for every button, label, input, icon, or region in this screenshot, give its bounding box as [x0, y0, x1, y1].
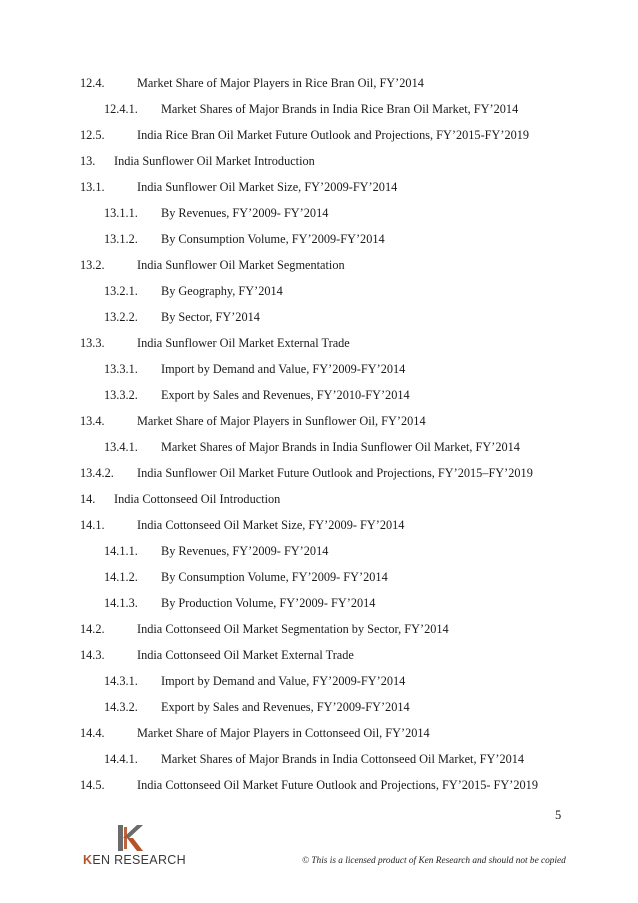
toc-title: India Cottonseed Oil Market Future Outlook and Projections, FY’2015- FY’2019 [137, 778, 538, 792]
toc-number: 13.4. [80, 414, 105, 428]
toc-title: Market Shares of Major Brands in India Sunflower Oil Market, FY’2014 [161, 440, 520, 454]
toc-number: 13.4.1. [104, 440, 138, 454]
toc-title: Market Share of Major Players in Cottonseed Oil, FY’2014 [137, 726, 430, 740]
toc-title: Import by Demand and Value, FY’2009-FY’2014 [161, 362, 406, 376]
toc-title: India Cottonseed Oil Market External Trade [137, 648, 354, 662]
toc-title: Market Share of Major Players in Rice Bran Oil, FY’2014 [137, 76, 424, 90]
toc-title: India Cottonseed Oil Market Size, FY’2009- FY’2014 [137, 518, 405, 532]
toc-number: 14.1.1. [104, 544, 138, 558]
toc-number: 13.3. [80, 336, 105, 350]
toc-number: 14.3.1. [104, 674, 138, 688]
toc-number: 13.1. [80, 180, 105, 194]
toc-title: India Sunflower Oil Market Introduction [114, 154, 315, 168]
toc-number: 13.2. [80, 258, 105, 272]
toc-title: India Rice Bran Oil Market Future Outlook and Projections, FY’2015-FY’2019 [137, 128, 530, 142]
toc-title: By Geography, FY’2014 [161, 284, 283, 298]
toc-title: India Cottonseed Oil Introduction [114, 492, 281, 506]
toc-title: By Production Volume, FY’2009- FY’2014 [161, 596, 376, 610]
copyright-notice: © This is a licensed product of Ken Research and should not be copied [302, 856, 566, 866]
toc-number: 14.1.2. [104, 570, 138, 584]
logo-wordmark-k: K [83, 853, 93, 867]
toc-title: By Consumption Volume, FY’2009- FY’2014 [161, 570, 388, 584]
toc-title: Market Shares of Major Brands in India Cottonseed Oil Market, FY’2014 [161, 752, 525, 766]
toc-number: 13.2.1. [104, 284, 138, 298]
toc-title: By Revenues, FY’2009- FY’2014 [161, 544, 329, 558]
toc-number: 13.3.2. [104, 388, 138, 402]
toc-number: 14.3. [80, 648, 105, 662]
toc-number: 12.4. [80, 76, 105, 90]
toc-title: Export by Sales and Revenues, FY’2009-FY’2014 [161, 700, 410, 714]
page-number: 5 [555, 808, 562, 822]
toc-number: 12.5. [80, 128, 105, 142]
logo-wordmark-rest: EN RESEARCH [92, 853, 186, 867]
toc-number: 14. [80, 492, 96, 506]
toc-title: India Sunflower Oil Market Segmentation [137, 258, 345, 272]
toc-title: India Cottonseed Oil Market Segmentation by Sector, FY’2014 [137, 622, 449, 636]
toc-title: By Consumption Volume, FY’2009-FY’2014 [161, 232, 385, 246]
toc-number: 14.1. [80, 518, 105, 532]
toc-title: By Sector, FY’2014 [161, 310, 260, 324]
toc-number: 14.3.2. [104, 700, 138, 714]
toc-number: 14.2. [80, 622, 105, 636]
toc-title: By Revenues, FY’2009- FY’2014 [161, 206, 329, 220]
toc-number: 14.4. [80, 726, 105, 740]
toc-title: Export by Sales and Revenues, FY’2010-FY’2014 [161, 388, 410, 402]
toc-number: 14.1.3. [104, 596, 138, 610]
logo-wordmark [83, 853, 186, 867]
toc-number: 14.5. [80, 778, 105, 792]
toc-title: Market Share of Major Players in Sunflower Oil, FY’2014 [137, 414, 426, 428]
toc-number: 13.4.2. [80, 466, 114, 480]
toc-number: 13. [80, 154, 96, 168]
toc-number: 13.3.1. [104, 362, 138, 376]
toc-number: 13.1.1. [104, 206, 138, 220]
toc-title: India Sunflower Oil Market Future Outlook and Projections, FY’2015–FY’2019 [137, 466, 533, 480]
toc-title: India Sunflower Oil Market Size, FY’2009-FY’2014 [137, 180, 398, 194]
toc-number: 14.4.1. [104, 752, 138, 766]
toc-title: Import by Demand and Value, FY’2009-FY’2014 [161, 674, 406, 688]
toc-title: Market Shares of Major Brands in India Rice Bran Oil Market, FY’2014 [161, 102, 519, 116]
toc-number: 12.4.1. [104, 102, 138, 116]
toc-number: 13.1.2. [104, 232, 138, 246]
toc-number: 13.2.2. [104, 310, 138, 324]
toc-title: India Sunflower Oil Market External Trade [137, 336, 350, 350]
